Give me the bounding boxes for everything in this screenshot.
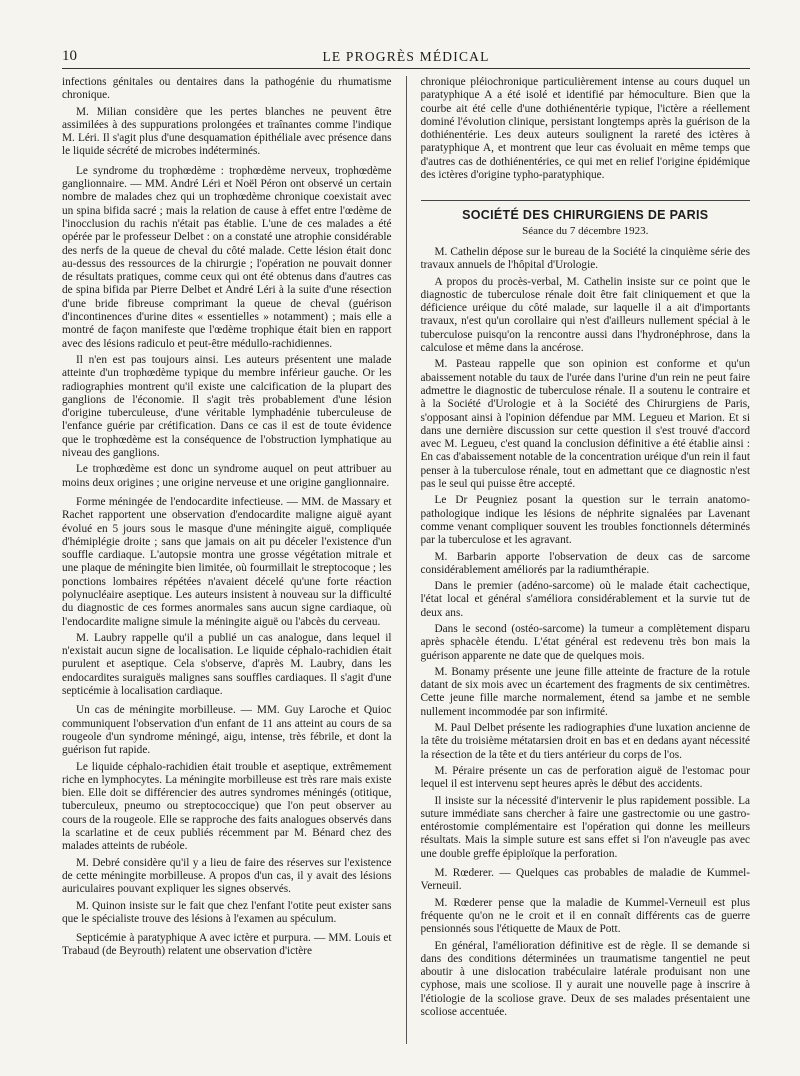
paragraph: M. Barbarin apporte l'observation de deux cas de sarcome considérablement améliorés par la radiumthérapie. xyxy=(420,550,750,576)
right-column-top xyxy=(421,76,751,182)
paragraph: En général, l'amélioration définitive est de règle. Il se demande si dans des conditions déterminées un traumatisme tangentiel ne peut aboutir à une dislocation trabéculaire latérale produisant non une cyphose, mais une scoliose. Il y aurait une nouvelle page à inscrire à l'étiologie de la scoliose grave. Deux de ses malades présentaient une scoliose accentuée. xyxy=(420,939,750,1018)
paragraph: M. Rœderer pense que la maladie de Kummel-Verneuil est plus fréquente qu'on ne le croit et il en connaît différents cas de guerre pensionnés sous l'étiquette de Maux de Pott. xyxy=(420,896,750,936)
paragraph: M. Paul Delbet présente les radiographies d'une luxation ancienne de la tête du troisième métatarsien droit en bas et en dedans ayant nécessité la résection de la tête et du tiers antérieur du corps de l'os. xyxy=(420,722,750,761)
paragraph: Le syndrome du trophœdème : trophœdème nerveux, trophœdème ganglionnaire. — MM. André Léri et Noël Péron ont observé un certain nombre de malades chez qui un trophœdème chronique coexistait avec un spina bifida sacré ; mais la relation de cause à effet entre l'œdème de l'inocclusion du rachis n'était pas établie. L'une de ces malades a été opérée par le professeur Delbet : on a constaté une atrophie considérable des nerfs de la queue de cheval du côté malade. Cette lésion était donc au-dessus des ressources de la chirurgie ; l'opération ne pouvait donner de résultats pratiques, comme ceux qui ont été obtenus dans d'autres cas de spina bifida par Pierre Delbet et André Léri à la suite d'une résection d'une bride fibreuse comprimant la queue de cheval (guérison d'incontinences d'urine dites « essentielles » notamment) ; mais elle a montré de façon manifeste que l'œdème trophique était bien en rapport avec des lésions radiculo et peut-être médullo-rachidiennes. xyxy=(62,164,392,350)
right-column-bottom xyxy=(421,246,751,1019)
page-number: 10 xyxy=(62,48,77,64)
society-title: SOCIÉTÉ DES CHIRURGIENS DE PARIS xyxy=(462,208,709,223)
paragraph: M. Péraire présente un cas de perforation aiguë de l'estomac pour lequel il est intervenu sept heures après le début des accidents. xyxy=(420,764,750,791)
right-column xyxy=(421,76,751,1044)
paragraph: M. Quinon insiste sur le fait que chez l'enfant l'otite peut exister sans que le spécialiste trouve des lésions à l'examen au spéculum. xyxy=(62,899,392,925)
column-divider xyxy=(406,76,407,1044)
society-date: Séance du 7 décembre 1923. xyxy=(522,224,649,237)
paragraph: Le liquide céphalo-rachidien était trouble et aseptique, extrêmement riche en lymphocytes. La méningite morbilleuse est très rare mais existe bien. Elle doit se différencier des autres syndromes méningés (otitique, tuberculeux, pneumo ou streptococcique) que l'on peut observer au cours de la rougeole. Elle se rapproche des faits analogues observés dans la scarlatine et de ceux publiés récemment par M. Bénard chez des malades atteints de rubéole. xyxy=(62,760,392,853)
paragraph: M. Debré considère qu'il y a lieu de faire des réserves sur l'existence de cette méningite morbilleuse. A propos d'un cas, il y avait des lésions auriculaires pouvant expliquer les signes observés. xyxy=(62,856,392,896)
paragraph: M. Milian considère que les pertes blanches ne peuvent être assimilées à des suppurations prolongées et traînantes comme l'indique M. Léri. Il s'agit plus d'une desquamation épithéliale avec présence dans le liquide sécrété de microbes indéterminés. xyxy=(62,105,392,158)
running-title: LE PROGRÈS MÉDICAL xyxy=(322,49,490,64)
paragraph: Dans le premier (adéno-sarcome) où le malade était cachectique, l'état local et général s'améliora considérablement et la survie tut de deux ans. xyxy=(420,580,750,619)
paragraph: infections génitales ou dentaires dans la pathogénie du rhumatisme chronique. xyxy=(62,76,392,102)
paragraph: M. Rœderer. — Quelques cas probables de maladie de Kummel-Verneuil. xyxy=(420,867,750,893)
paragraph: M. Cathelin dépose sur le bureau de la Société la cinquième série des travaux annuels de l'hôpital d'Urologie. xyxy=(420,245,750,272)
paragraph: Le trophœdème est donc un syndrome auquel on peut attribuer au moins deux origines ; une origine nerveuse et une origine ganglionnaire. xyxy=(62,463,392,489)
paragraph: M. Pasteau rappelle que son opinion est conforme et qu'un abaissement notable du taux de l'urée dans l'urine d'un rein ne peut faire admettre le diagnostic de tuberculose rénale. Il a soutenu le contraire et à la Société d'Urologie et à la Société des Chirurgiens de Paris, s'opposant ainsi à l'opinion défendue par MM. Legueu et Marion. Et si dans une dernière discussion sur cette question il s'est trouvé d'accord avec M. Legueu, c'est quand la conclusion définitive a été établie ainsi : En cas d'abaissement notable de la concentration uréique d'un rein il faut penser à la tuberculose rénale, tout en admettant que ce diagnostic n'est pas le seul qui puisse être accepté. xyxy=(420,358,750,491)
society-heading xyxy=(421,200,751,238)
paragraph: Il insiste sur la nécessité d'intervenir le plus rapidement possible. La suture immédiate sans chercher à faire une gastrectomie ou une gastro-entérostomie complémentaire est l'opération qui donne les meilleurs résultats. Mais la simple suture est sans effet si l'on n'aveugle pas avec une double greffe épiploïque la perforation. xyxy=(420,794,750,860)
paragraph: M. Laubry rappelle qu'il a publié un cas analogue, dans lequel il n'existait aucun signe de localisation. Le liquide céphalo-rachidien était purulent et aseptique. Cela s'observe, d'après M. Laubry, dans les endocardites suraiguës malignes sans souffles cardiaques. Il s'agit d'une septicémie à localisation cardiaque. xyxy=(62,631,392,698)
paragraph: chronique pléiochronique particulièrement intense au cours duquel un paratyphique A a été isolé et identifié par hémoculture. Bien que la courbe ait été celle d'une dothiénentérie typique, l'ictère a réellement dominé l'évolution clinique, persistant longtemps après la guérison de la dothiénentérie. Les deux auteurs soulignent la rareté des ictères à paratyphique A, et montrent que leur cas évoluait en même temps que d'autres cas de dothiénentéries, ce qui met en relief l'origine épidémique des ictères d'origine typho-paratyphique. xyxy=(420,76,750,182)
paragraph: Il n'en est pas toujours ainsi. Les auteurs présentent une malade atteinte d'un trophœdème typique du membre inférieur gauche. Or les radiographies montrent qu'il existe une calcification de la plupart des ganglions de l'économie. Il s'agit très probablement d'une lésion d'origine tuberculeuse, d'une véritable lymphadénie tuberculeuse de l'enfance guérie par crétification. Dans ce cas il est de toute évidence que le trophœdème est la conséquence de l'obstruction lymphatique au niveau des ganglions. xyxy=(62,353,392,460)
paragraph: Un cas de méningite morbilleuse. — MM. Guy Laroche et Quioc communiquent l'observation d'un enfant de 11 ans atteint au cours de sa rougeole d'un syndrome méningé, aigu, intense, très fébrile, et dont la guérison fut rapide. xyxy=(62,704,392,757)
paragraph: Forme méningée de l'endocardite infectieuse. — MM. de Massary et Rachet rapportent une observation d'endocardite maligne aiguë ayant évolué en 5 jours sous le masque d'une méningite aiguë, compliquée d'hémiplégie droite ; sans que jamais on ait pu déceler l'existence d'un souffle cardiaque. L'autopsie montra une grosse végétation mitrale et une plaque de méningite bien limitée, où fourmillait le streptocoque ; les ponctions lombaires répétées n'avaient décelé qu'une forte réaction polynucléaire aseptique. Les auteurs insistent à nouveau sur la difficulté du diagnostic de ces formes anormales sans aucun signe cardiaque, où l'endocardite maligne simule la méningite aiguë ou l'abcès du cerveau. xyxy=(62,495,392,628)
left-column xyxy=(62,76,392,1044)
paragraph: Le Dr Peugniez posant la question sur le terrain anatomo-pathologique indique les lésions de néphrite signalées par Lavenant comme venant compliquer souvent les troubles fonctionnels déterminés par la tuberculose et les agravant. xyxy=(420,494,750,547)
page-header xyxy=(62,46,750,69)
paragraph: Dans le second (ostéo-sarcome) la tumeur a complètement disparu après sphacèle étendu. L'état général est redevenu très bon mais la guérison apparente ne date que de quelques mois. xyxy=(420,622,750,662)
paragraph: Septicémie à paratyphique A avec ictère et purpura. — MM. Louis et Trabaud (de Beyrouth) relatent une observation d'ictère xyxy=(62,932,392,958)
paragraph: A propos du procès-verbal, M. Cathelin insiste sur ce point que le diagnostic de tuberculose rénale doit être fait cliniquement et que la déficience uréique du côté malade, sur laquelle il a ait d'importants travaux, n'est qu'un corollaire qui n'est d'ailleurs nullement spécial à le tuberculose puisqu'on la rencontre aussi dans l'hydronéphrose, dans la calculose et même dans la ancérose. xyxy=(420,275,750,355)
paragraph: M. Bonamy présente une jeune fille atteinte de fracture de la rotule datant de six mois avec un écartement des fragments de six centimètres. Cette jeune fille marche normalement, étend sa jambe et ne semble nullement incommodée par son infirmité. xyxy=(420,665,750,718)
article-columns xyxy=(62,76,750,1044)
